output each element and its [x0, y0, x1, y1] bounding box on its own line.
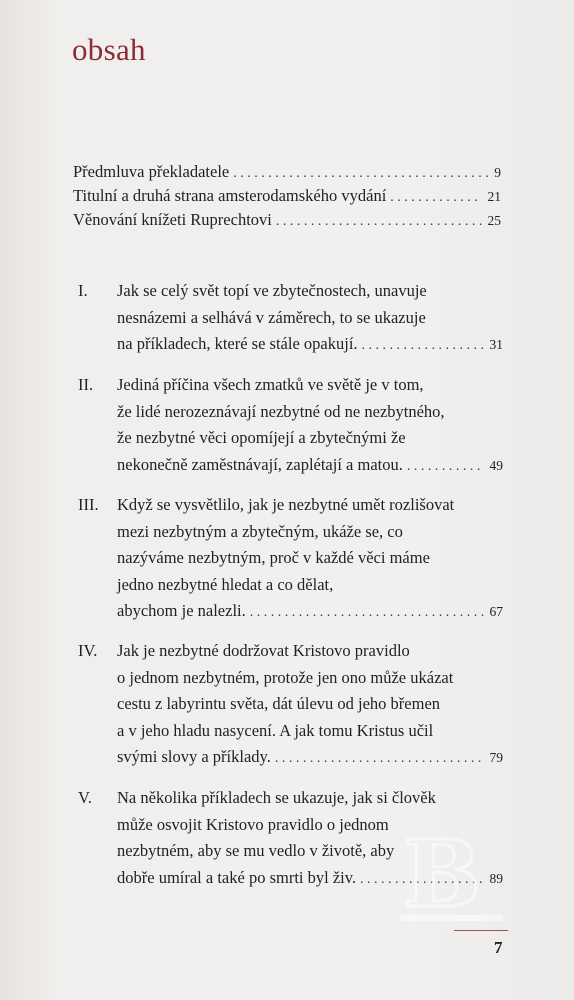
- chapter-title-line: cestu z labyrintu světa, dát úlevu od jeho břemen: [117, 694, 441, 713]
- chapter-title-last-line: [117, 598, 503, 625]
- chapter-title: [117, 372, 503, 478]
- front-matter-entry: [73, 161, 501, 183]
- chapter-title-last-line: [117, 331, 503, 358]
- chapter-title-line: že lidé nerozeznávají nezbytné od ne nezbytného,: [117, 401, 445, 421]
- dot-leader: [250, 600, 484, 627]
- chapter-title-line: že nezbytné věci opomíjejí a zbytečnými že: [117, 428, 406, 447]
- chapter-title-line: svými slovy a příklady.: [117, 747, 271, 766]
- chapter-title-line: nekonečně zaměstnávají, zaplétají a matou.: [117, 454, 403, 474]
- chapter-title: [117, 638, 503, 771]
- chapter-page-number: 67: [489, 604, 503, 619]
- chapter-page-number: 79: [489, 750, 503, 765]
- chapter-title-line: nesnázemi a selhává v záměrech, to se ukazuje: [117, 307, 426, 327]
- dot-leader: [233, 163, 488, 185]
- chapter-title-line: Na několika příkladech se ukazuje, jak si člověk: [117, 788, 436, 807]
- chapter-title-line: o jednom nezbytném, protože jen ono může ukázat: [117, 667, 454, 687]
- chapter-title-line: a v jeho hladu nasycení. A jak tomu Kristus učil: [117, 720, 434, 740]
- chapter-title-line: nazýváme nezbytným, proč v každé věci máme: [117, 548, 430, 567]
- chapter-title-line: mezi nezbytným a zbytečným, ukáže se, co: [117, 521, 403, 541]
- entry-page-number: 21: [487, 189, 501, 204]
- entry-title: Titulní a druhá strana amsterodamského vydání: [73, 186, 387, 205]
- chapter-numeral: II.: [78, 375, 94, 394]
- chapter-page-number: 89: [489, 870, 503, 886]
- chapter-title: [117, 278, 503, 358]
- dot-leader: [407, 454, 484, 481]
- chapter-title-line: Jak se celý svět topí ve zbytečnostech, unavuje: [117, 281, 427, 300]
- chapter-title-last-line: [117, 744, 503, 771]
- chapter-title-last-line: [117, 452, 503, 479]
- chapter-numeral: I.: [78, 281, 88, 300]
- chapter-title: [117, 492, 503, 625]
- contents-heading: obsah: [72, 32, 146, 67]
- page-number: 7: [494, 938, 503, 957]
- chapter-title-line: Jediná příčina všech zmatků ve světě je v tom,: [117, 375, 424, 394]
- front-matter-entry: [73, 185, 501, 207]
- chapter-title-line: abychom je nalezli.: [117, 601, 246, 620]
- dot-leader: [390, 187, 481, 209]
- entry-title: Věnování knížeti Ruprechtovi: [73, 210, 272, 229]
- dot-leader: [362, 333, 484, 360]
- chapter-title-line: Když se vysvětlilo, jak je nezbytné umět rozlišovat: [117, 495, 455, 514]
- chapter-numeral: III.: [78, 495, 99, 514]
- chapter-numeral: V.: [78, 788, 92, 807]
- folio-rule: [454, 930, 508, 931]
- chapter-page-number: 31: [489, 337, 503, 352]
- chapter-numeral: IV.: [78, 641, 98, 660]
- front-matter-entry: [73, 209, 501, 231]
- dot-leader: [275, 746, 484, 773]
- chapter-title-line: může osvojit Kristovo pravidlo o jednom: [117, 814, 389, 834]
- entry-page-number: 9: [494, 165, 501, 180]
- chapter-title-line: na příkladech, které se stále opakují.: [117, 334, 358, 353]
- dot-leader: [276, 211, 482, 233]
- entry-title: Předmluva překladatele: [73, 162, 230, 181]
- entry-page-number: 25: [487, 213, 501, 228]
- chapter-title-line: dobře umíral a také po smrti byl živ.: [117, 867, 357, 887]
- chapter-page-number: 49: [489, 457, 503, 473]
- watermark-logo: [382, 818, 512, 928]
- chapter-title-line: jedno nezbytné hledat a co dělat,: [117, 574, 334, 594]
- chapter-title-line: Jak je nezbytné dodržovat Kristovo pravidlo: [117, 641, 410, 660]
- chapter-title-line: nezbytném, aby se mu vedlo v životě, aby: [117, 841, 395, 860]
- watermark-letter: B: [403, 820, 481, 928]
